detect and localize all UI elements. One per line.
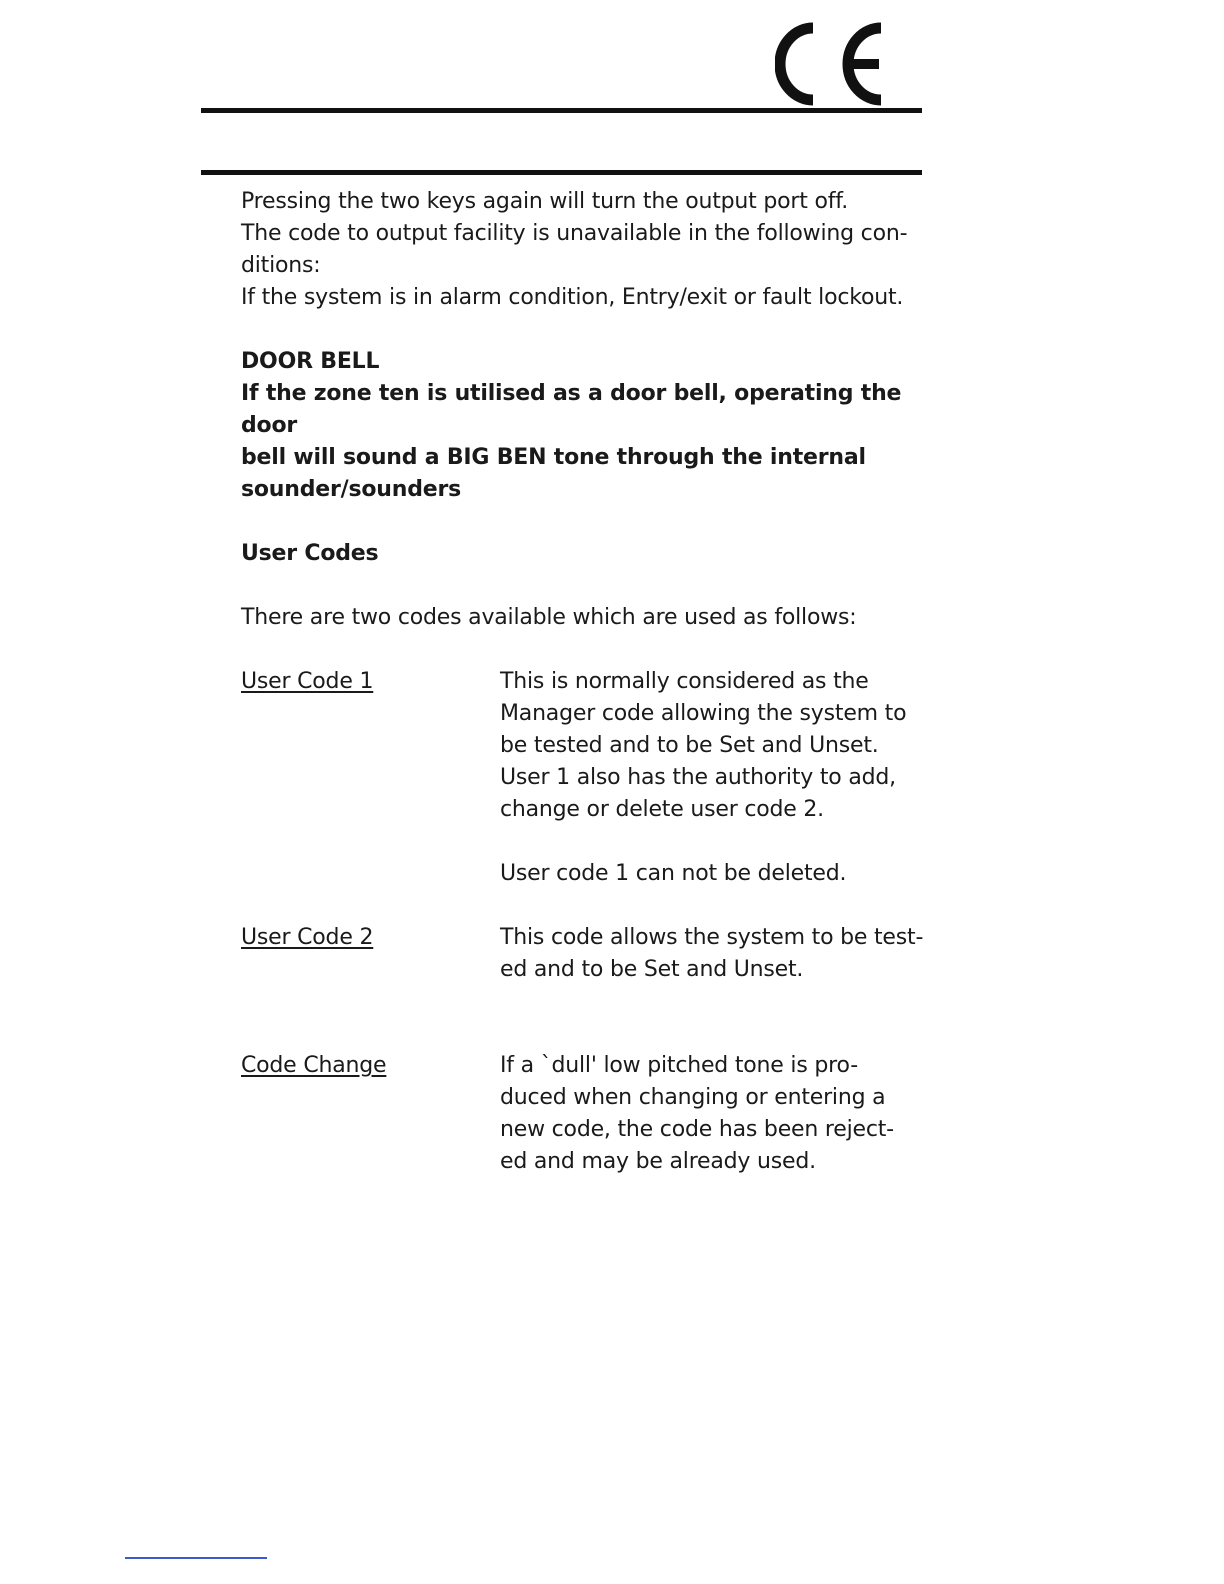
description-line: duced when changing or entering a bbox=[500, 1085, 886, 1110]
description-line: Manager code allowing the system to bbox=[500, 701, 907, 726]
description-line: ed and to be Set and Unset. bbox=[500, 957, 804, 982]
code-change-row bbox=[241, 1050, 931, 1178]
code-change-label: Code Change bbox=[241, 1053, 387, 1078]
description-line: change or delete user code 2. bbox=[500, 797, 824, 822]
header-rule bbox=[201, 108, 922, 113]
description-line: This is normally considered as the bbox=[500, 669, 869, 694]
intro-line: ditions: bbox=[241, 253, 321, 278]
intro-line: If the system is in alarm condition, Entry/exit or fault lockout. bbox=[241, 285, 904, 310]
user-code-1-note: User code 1 can not be deleted. bbox=[500, 861, 847, 886]
door-bell-text: sounder/sounders bbox=[241, 477, 462, 502]
user-code-2-label: User Code 2 bbox=[241, 925, 374, 950]
user-codes-intro: There are two codes available which are used as follows: bbox=[241, 605, 857, 630]
header-rule-lower bbox=[201, 170, 922, 175]
description-line: User 1 also has the authority to add, bbox=[500, 765, 896, 790]
description-line: This code allows the system to be test- bbox=[500, 925, 924, 950]
description-line: be tested and to be Set and Unset. bbox=[500, 733, 879, 758]
user-code-1-row bbox=[241, 666, 931, 890]
page-body bbox=[241, 186, 931, 1178]
user-codes-heading: User Codes bbox=[241, 541, 379, 566]
user-code-2-row bbox=[241, 922, 931, 986]
intro-line: The code to output facility is unavailable in the following con- bbox=[241, 221, 908, 246]
user-code-1-description bbox=[500, 666, 925, 890]
user-code-2-description bbox=[500, 922, 925, 986]
user-code-1-label: User Code 1 bbox=[241, 669, 374, 694]
door-bell-text: If the zone ten is utilised as a door bell, operating the door bbox=[241, 381, 902, 438]
description-line: ed and may be already used. bbox=[500, 1149, 816, 1174]
door-bell-heading: DOOR BELL bbox=[241, 349, 380, 374]
intro-line: Pressing the two keys again will turn the output port off. bbox=[241, 189, 848, 214]
description-line: If a `dull' low pitched tone is pro- bbox=[500, 1053, 858, 1078]
footer-link-underline bbox=[125, 1557, 267, 1559]
door-bell-text: bell will sound a BIG BEN tone through the internal bbox=[241, 445, 866, 470]
code-change-description bbox=[500, 1050, 925, 1178]
description-line: new code, the code has been reject- bbox=[500, 1117, 894, 1142]
ce-mark-icon bbox=[775, 22, 887, 106]
